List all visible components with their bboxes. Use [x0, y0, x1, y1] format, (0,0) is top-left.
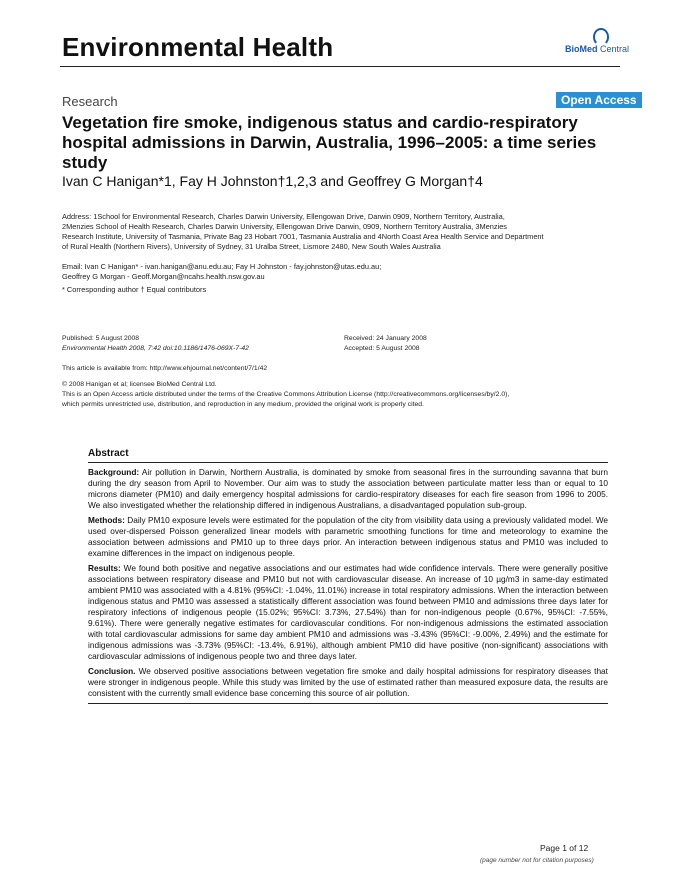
methods-text: Daily PM10 exposure levels were estimated for the population of the city from visibility data using a previously validated model. We used over-dispersed Poisson generalized linear models with parametric smoothing functions for time and meteorology to examine the association between admissions and PM10 up to three days prior. An interaction between indigenous status and PM10 was included to examine differences in the impact on indigenous people.	[88, 515, 608, 558]
authors: Ivan C Hanigan*1, Fay H Johnston†1,2,3 and Geoffrey G Morgan†4	[62, 173, 483, 189]
email-line: Geoffrey G Morgan - Geoff.Morgan@ncahs.health.nsw.gov.au	[62, 272, 265, 281]
abstract-methods	[88, 515, 608, 559]
dates-info	[344, 334, 604, 354]
email-block	[62, 262, 622, 295]
address-line: 2Menzies School of Health Research, Charles Darwin University, Ellengowan Drive Darwin, 0909, Northern Territory Australia, 3Menzies	[62, 222, 507, 231]
corresponding-note: * Corresponding author † Equal contributors	[62, 285, 207, 294]
logo-text-a: BioMed	[565, 44, 598, 54]
page-number: Page 1 of 12	[540, 843, 589, 853]
availability-block	[62, 364, 622, 410]
address-line: Research Institute, University of Tasmania, Private Bag 23 Hobart 7001, Tasmania Australia and 4North Coast Area Health Service and Department	[62, 232, 544, 241]
email-line: Email: Ivan C Hanigan* - ivan.hanigan@anu.edu.au; Fay H Johnston - fay.johnston@utas.edu.au;	[62, 262, 382, 271]
published-date: Published: 5 August 2008	[62, 335, 140, 342]
logo-text-b: Central	[597, 44, 630, 54]
address-line: of Rural Health (Northern Rivers), University of Sydney, 31 Uralba Street, Lismore 2480, New South Wales Australia	[62, 242, 441, 251]
publication-info	[62, 334, 362, 354]
license-line: This is an Open Access article distributed under the terms of the Creative Commons Attribution License (http://creativecommons.org/licenses/by/2.0),	[62, 391, 510, 398]
header-rule	[60, 66, 620, 67]
results-text: We found both positive and negative associations and our estimates had wide confidence intervals. There were generally positive associations between respiratory disease and PM10 but not with cardiovascular disease. An increase of 10 µg/m3 in same-day estimated ambient PM10 was associated with a 4.81% (95%CI: -1.04%, 11.01%) increase in total respiratory admissions. When the interaction between indigenous status and PM10 was assessed a statistically different association was found between PM10 and admissions three days later for respiratory infections of indigenous people (15.02%; 95%CI: 3.73%, 27.54%) than for non-indigenous people (0.67%, 95%CI: -7.55%, 9.61%). There were generally negative estimates for cardiovascular conditions. For non-indigenous admissions the estimated association with total cardiovascular admissions for same day ambient PM10 and admissions was -3.43% (95%CI: -9.00%, 2.49%) and the estimate for indigenous admissions was -3.73% (95%CI: -13.4%, 6.91%), although ambient PM10 did have positive (non-significant) associations with cardiovascular admissions of indigenous people two and three days later.	[88, 563, 608, 661]
received-date: Received: 24 January 2008	[344, 335, 427, 342]
biomed-central-logo	[565, 28, 635, 62]
license-line: which permits unrestricted use, distribution, and reproduction in any medium, provided the original work is properly cited.	[62, 401, 424, 408]
background-label: Background:	[88, 467, 140, 477]
open-access-badge: Open Access	[556, 92, 642, 108]
abstract-background	[88, 467, 608, 511]
conclusion-text: We observed positive associations between vegetation fire smoke and daily hospital admissions for respiratory diseases that were stronger in indigenous people. While this study was limited by the use of estimated rather than measured exposure data, the results are consistent with the currently small evidence base concerning this source of air pollution.	[88, 666, 608, 698]
abstract-box	[88, 448, 608, 704]
page-note: (page number not for citation purposes)	[480, 857, 594, 864]
abstract-conclusion	[88, 666, 608, 699]
accepted-date: Accepted: 5 August 2008	[344, 345, 420, 352]
address-block	[62, 212, 622, 252]
address-line: Address: 1School for Environmental Research, Charles Darwin University, Ellengowan Drive, Darwin 0909, Northern Territory, Australia,	[62, 212, 505, 221]
article-title: Vegetation fire smoke, indigenous status and cardio-respiratory hospital admissions in Darwin, Australia, 1996–2005: a time series study	[62, 113, 597, 172]
abstract-results	[88, 563, 608, 662]
conclusion-label: Conclusion.	[88, 666, 136, 676]
journal-reference: Environmental Health 2008, 7:42 doi:10.1186/1476-069X-7-42	[62, 345, 249, 352]
methods-label: Methods:	[88, 515, 125, 525]
abstract-bottom-rule	[88, 703, 608, 704]
results-label: Results:	[88, 563, 121, 573]
abstract-heading: Abstract	[88, 448, 129, 459]
section-label: Research	[62, 94, 118, 109]
journal-title: Environmental Health	[62, 32, 334, 62]
background-text: Air pollution in Darwin, Northern Australia, is dominated by smoke from seasonal fires in the surrounding savanna that burn during the dry season from April to November. Our aim was to study the association between particulate matter less than or equal to 10 microns diameter (PM10) and daily emergency hospital admissions for cardio-respiratory diseases for each fire season from 1996 to 2005. We also investigated whether the relationship differed in indigenous Australians, a disadvantaged population sub-group.	[88, 467, 608, 510]
copyright: © 2008 Hanigan et al; licensee BioMed Central Ltd.	[62, 381, 217, 388]
available-url: This article is available from: http://www.ehjournal.net/content/7/1/42	[62, 365, 268, 372]
abstract-rule	[88, 462, 608, 463]
